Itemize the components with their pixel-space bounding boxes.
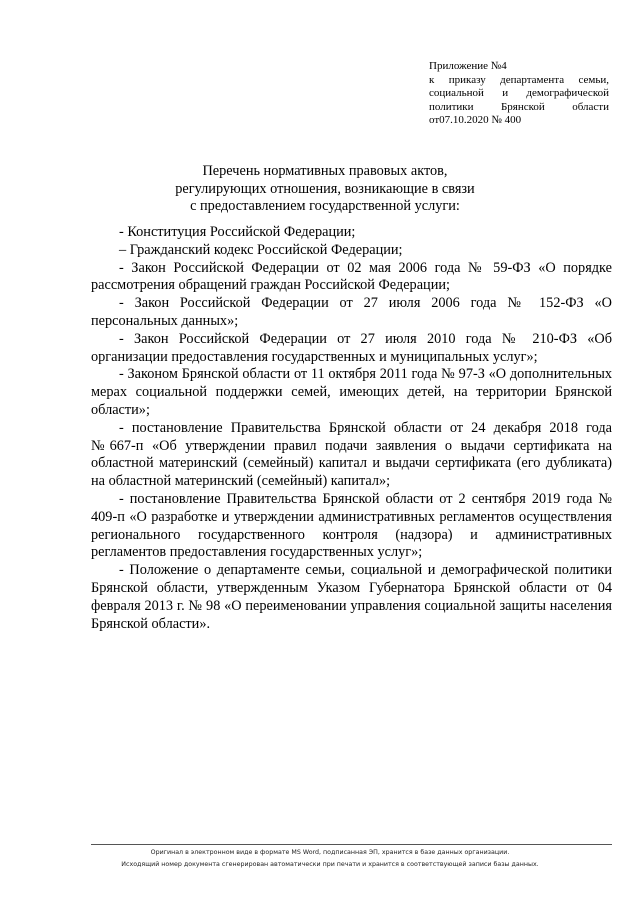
- attachment-line: к приказу департамента семьи,: [429, 73, 609, 86]
- attachment-line: социальной и демографической: [429, 87, 609, 99]
- list-item: - Законом Брянской области от 11 октября 2011 года № 97-З «О дополнительных мерах социальной поддержки семей, имеющих детей, на территории Брянской области»;: [91, 366, 612, 418]
- list-item: - Закон Российской Федерации от 02 мая 2006 года № 59-ФЗ «О порядке рассмотрения обращений граждан Российской Федерации;: [91, 259, 612, 294]
- title-line: с предоставлением государственной услуги:: [190, 198, 460, 214]
- footer-divider: [91, 844, 612, 845]
- attachment-line: Приложение №4: [429, 60, 507, 72]
- list-item: - постановление Правительства Брянской области от 24 декабря 2018 года №667-п «Об утверждении правил подачи заявления о выдачи сертификата на областной материнский (семейный) капитал и выдачи сертификата (его дубликата) на областной материнский (семейный) капитал»;: [91, 419, 612, 490]
- list-item: - Положение о департаменте семьи, социальной и демографической политики Брянской области, утвержденным Указом Губернатора Брянской области от 04 февраля 2013 г. № 98 «О переименовании управления социальной защиты населения Брянской области».: [91, 562, 612, 632]
- title-line: регулирующих отношения, возникающие в связи: [175, 180, 475, 197]
- attachment-block: [429, 60, 609, 128]
- attachment-line: политики Брянской области: [429, 100, 609, 113]
- list-item: - постановление Правительства Брянской области от 2 сентября 2019 года № 409-п «О разработке и утверждении административных регламентов осуществления регионального государственного контроля (надзора) и административных регламентов предоставления государственных услуг»;: [91, 490, 612, 561]
- footer-line-1: Оригинал в электронном виде в формате MS Word, подписанная ЭП, хранится в базе данных организации.: [150, 849, 510, 856]
- legal-acts-list: [91, 224, 612, 633]
- document-title: [160, 163, 490, 216]
- list-item: - Закон Российской Федерации от 27 июля 2006 года № 152-ФЗ «О персональных данных»;: [91, 295, 612, 329]
- footer-line-2: Исходящий номер документа сгенерирован автоматически при печати и хранится в соответствующей записи базы данных.: [121, 861, 539, 868]
- attachment-line: от07.10.2020 № 400: [429, 114, 522, 126]
- list-item: – Гражданский кодекс Российской Федерации;: [119, 241, 403, 258]
- list-item: - Закон Российской Федерации от 27 июля 2010 года № 210-ФЗ «Об организации предоставления государственных и муниципальных услуг»;: [91, 330, 612, 365]
- footer-note: [40, 847, 620, 871]
- title-line: Перечень нормативных правовых актов,: [202, 163, 448, 179]
- list-item: - Конституция Российской Федерации;: [119, 224, 356, 240]
